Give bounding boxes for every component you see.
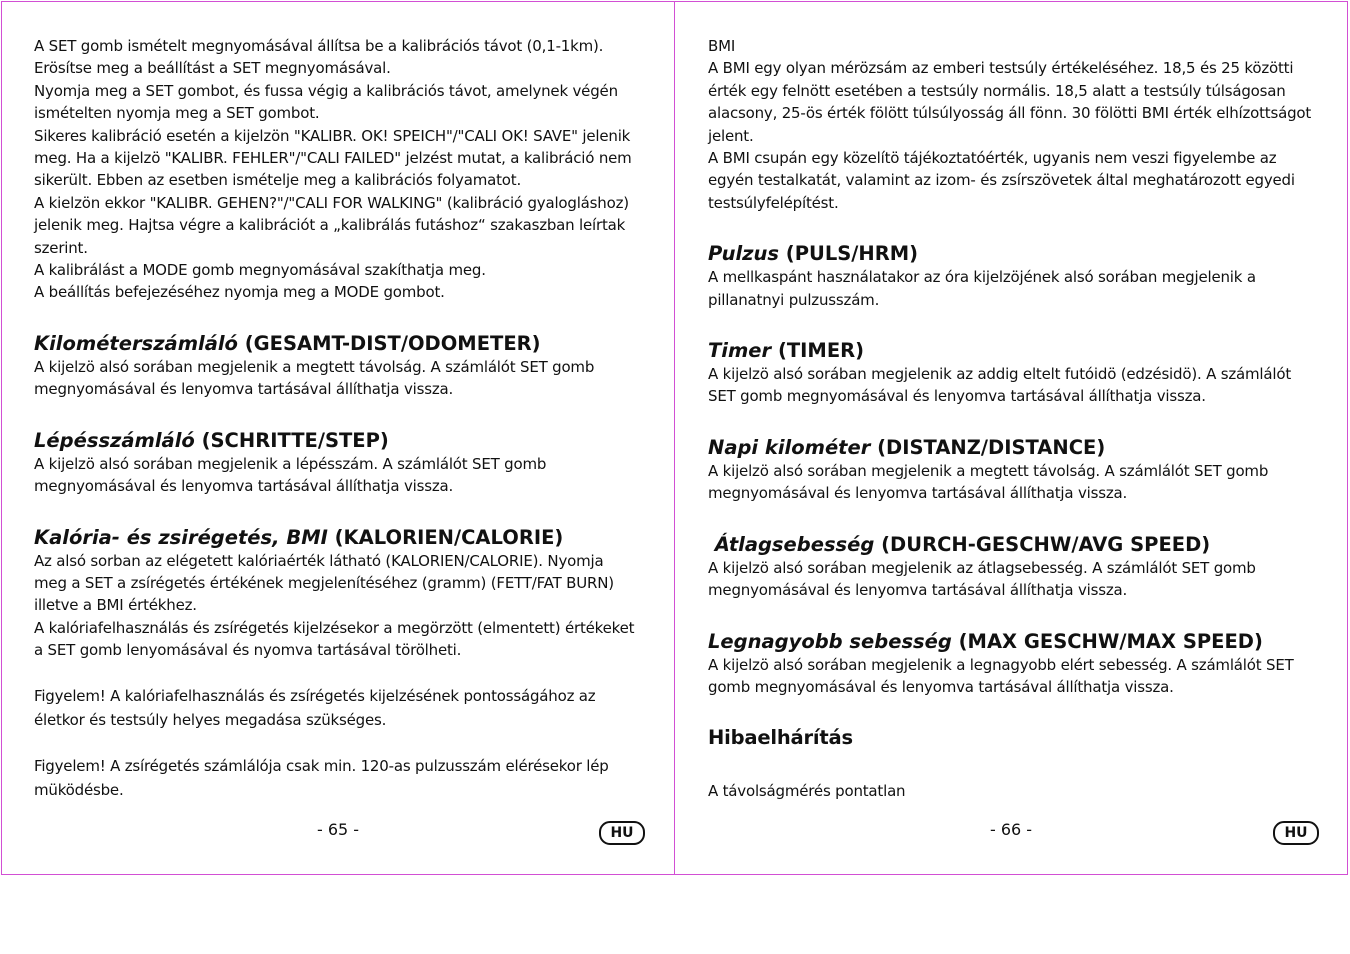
page-number: - 66 - — [990, 820, 1033, 839]
section-heading-code: (PULS/HRM) — [779, 242, 919, 266]
page-number: - 65 - — [317, 820, 360, 839]
section-heading-italic: Kalória- és zsirégetés, BMI — [34, 525, 328, 549]
section-heading-odometer — [34, 332, 639, 356]
intro-line: Sikeres kalibráció esetén a kijelzön "KALIBR. OK! SPEICH"/"CALI OK! SAVE" jelenik meg. Ha a kijelzö "KALIBR. FEHLER"/"CALI FAILED" jelzést mutat, a kalibráció nem sikerült. Ebben az esetben ismételje meg a kalibrációs folyamatot. — [34, 126, 632, 190]
section-body: A kijelzö alsó sorában megjelenik a legnagyobb elért sebesség. A számlálót SET gomb megnyomásával és lenyomva tartásával állíthatja vissza. — [708, 655, 1294, 696]
language-badge: HU — [599, 821, 645, 845]
section-heading-code: (TIMER) — [771, 339, 865, 363]
section-heading-italic: Átlagsebesség — [708, 532, 875, 556]
section-heading-code: (DISTANZ/DISTANCE) — [870, 435, 1106, 459]
attention-text: A zsírégetés számlálója csak min. 120-as pulzusszám elérésekor lép müködésbe. — [34, 756, 609, 799]
section-heading-timer — [708, 339, 1318, 363]
bmi-label: BMI — [708, 37, 736, 55]
troubleshooting-heading: Hibaelhárítás — [708, 726, 853, 750]
section-heading-avg-speed — [708, 533, 1318, 557]
section-heading-code: (GESAMT-DIST/ODOMETER) — [237, 331, 541, 355]
attention-text: A kalóriafelhasználás és zsírégetés kijelzésének pontosságához az életkor és testsúly helyes megadása szükséges. — [34, 686, 596, 729]
language-badge: HU — [1273, 821, 1319, 845]
bmi-text: A BMI egy olyan mérözsám az emberi testsúly értékeléséhez. 18,5 és 25 közötti érték egy felnött esetében a testsúly normális. 18,5 alatt a testsúly túlságosan alacsony, 25-ös érték fölött túlsúlyosság áll fönn. 30 fölötti BMI érték elhízottságot jelent. — [708, 59, 1312, 145]
section-body: A kijelzö alsó sorában megjelenik az átlagsebesség. A számlálót SET gomb megnyomásával és lenyomva tartásával állíthatja vissza. — [708, 558, 1256, 600]
section-body: A kijelzö alsó sorában megjelenik az addig eltelt futóidö (edzésidö). A számlálót SET gomb megnyomásával és lenyomva tartásával állíthatja vissza. — [708, 365, 1292, 406]
section-heading-step — [34, 429, 639, 453]
left-page-content — [34, 35, 639, 802]
section-heading-code: (SCHRITTE/STEP) — [194, 428, 389, 452]
section-heading-code: (KALORIEN/CALORIE) — [327, 525, 564, 549]
section-heading-italic: Napi kilométer — [708, 435, 871, 459]
left-page — [1, 1, 675, 875]
right-page-content — [708, 35, 1318, 803]
section-heading-italic: Timer — [708, 339, 772, 363]
right-page — [674, 1, 1348, 875]
section-body: Az alsó sorban az elégetett kalóriaérték látható (KALORIEN/CALORIE). Nyomja meg a SET a zsírégetés értékének megjelenítéséhez (gramm) (FETT/FAT BURN) illetve a BMI értékhez. — [34, 551, 614, 615]
attention-note — [34, 754, 639, 802]
section-heading-code: (DURCH-GESCHW/AVG SPEED) — [874, 532, 1211, 556]
section-heading-italic: Pulzus — [708, 242, 780, 266]
section-heading-italic: Kilométerszámláló — [34, 331, 238, 355]
intro-line: Erösítse meg a beállítást a SET megnyomásával. — [34, 59, 391, 78]
section-heading-italic: Lépésszámláló — [34, 428, 195, 452]
intro-line: A kielzön ekkor "KALIBR. GEHEN?"/"CALI FOR WALKING" (kalibráció gyalogláshoz) jelenik meg. Hajtsa végre a kalibrációt a „kalibrálás futáshoz“ szakaszban leírtak szerint. — [34, 193, 629, 257]
attention-note — [34, 684, 639, 732]
attention-label: Figyelem! — [34, 686, 106, 705]
section-body: A kijelzö alsó sorában megjelenik a lépésszám. A számlálót SET gomb megnyomásával és lenyomva tartásával állíthatja vissza. — [34, 454, 547, 496]
section-heading-pulse — [708, 242, 1318, 266]
section-heading-italic: Legnagyobb sebesség — [708, 629, 952, 653]
section-heading-distance — [708, 436, 1318, 460]
section-body: A kalóriafelhasználás és zsírégetés kijelzésekor a megörzött (elmentett) értékeket a SET gomb lenyomásával és nyomva tartásával törölheti. — [34, 618, 635, 660]
section-body: A mellkaspánt használatakor az óra kijelzöjének alsó sorában megjelenik a pillanatnyi pulzusszám. — [708, 268, 1256, 309]
intro-line: Nyomja meg a SET gombot, és fussa végig a kalibrációs távot, amelynek végén ismételten nyomja meg a SET gombot. — [34, 81, 618, 123]
intro-line: A beállítás befejezéséhez nyomja meg a MODE gombot. — [34, 283, 445, 302]
troubleshooting-item: A távolságmérés pontatlan — [708, 782, 906, 801]
intro-line: A SET gomb ismételt megnyomásával állítsa be a kalibrációs távot (0,1-1km). — [34, 37, 604, 55]
section-heading-max-speed — [708, 630, 1318, 654]
attention-label: Figyelem! — [34, 756, 106, 775]
section-heading-code: (MAX GESCHW/MAX SPEED) — [951, 629, 1263, 653]
section-heading-calorie — [34, 526, 639, 550]
intro-line: A kalibrálást a MODE gomb megnyomásával szakíthatja meg. — [34, 261, 486, 280]
section-body: A kijelzö alsó sorában megjelenik a megtett távolság. A számlálót SET gomb megnyomásával és lenyomva tartásával állíthatja vissza. — [34, 357, 595, 399]
bmi-text: A BMI csupán egy közelítö tájékoztatóérték, ugyanis nem veszi figyelembe az egyén testalkatát, valamint az izom- és zsírszövetek által meghatározott egyedi testsúlyfelépítést. — [708, 149, 1295, 212]
section-body: A kijelzö alsó sorában megjelenik a megtett távolság. A számlálót SET gomb megnyomásával és lenyomva tartásával állíthatja vissza. — [708, 461, 1269, 503]
